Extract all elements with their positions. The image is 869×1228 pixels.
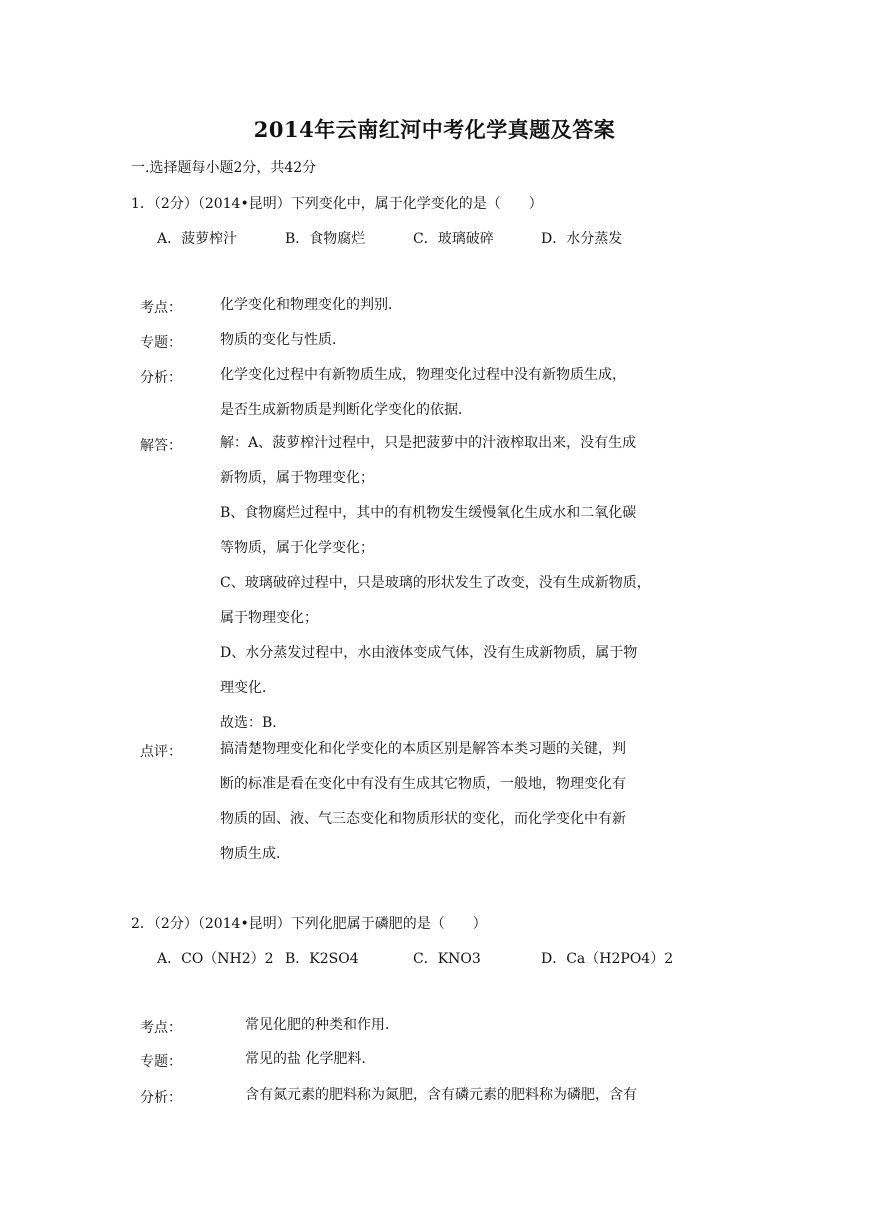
q2-fenxi-text [245, 1078, 695, 1113]
q1-zhuanti-line: 物质的变化与性质． [220, 332, 346, 348]
q1-fenxi-text [220, 358, 670, 428]
question-2-option-b: B．K2SO4 [285, 951, 359, 967]
q2-zhuanti-line: 常见的盐 化学肥料． [245, 1051, 376, 1067]
question-1-options [157, 228, 677, 248]
question-1-option-d: D．水分蒸发 [541, 231, 623, 247]
q1-jieda-line: 等物质，属于化学变化； [220, 540, 374, 556]
q1-dianping-line: 物质的固、液、气三态变化和物质形状的变化，而化学变化中有新 [220, 811, 626, 827]
q1-dianping-label: 点评： [140, 744, 182, 760]
section-heading: 一.选择题每小题2分，共42分 [131, 160, 317, 176]
q1-jieda-line: 故选：B． [220, 715, 287, 731]
q1-fenxi-line: 是否生成新物质是判断化学变化的依据． [220, 402, 472, 418]
q1-dianping-line: 断的标准是看在变化中有没有生成其它物质，一般地，物理变化有 [220, 776, 626, 792]
q1-kaodian-line: 化学变化和物理变化的判别． [220, 297, 402, 313]
question-1-option-c: C．玻璃破碎 [413, 231, 494, 247]
q1-jieda-line: 新物质，属于物理变化； [220, 470, 374, 486]
q2-kaodian-label: 考点： [140, 1020, 182, 1036]
q2-fenxi-label: 分析： [140, 1090, 182, 1106]
q1-jieda-line: D、水分蒸发过程中，水由液体变成气体，没有生成新物质，属于物 [220, 645, 638, 661]
q1-fenxi-line: 化学变化过程中有新物质生成，物理变化过程中没有新物质生成， [220, 367, 626, 383]
question-2-option-c: C．KNO3 [413, 951, 481, 967]
q1-jieda-line: 属于物理变化； [220, 610, 318, 626]
question-2-option-d: D．Ca（H2PO4）2 [541, 951, 674, 967]
question-1-option-a: A．菠萝榨汁 [157, 231, 238, 247]
q1-jieda-line: B、食物腐烂过程中，其中的有机物发生缓慢氧化生成水和二氧化碳 [220, 505, 637, 521]
question-1-stem: 1．（2分）（2014•昆明）下列变化中，属于化学变化的是（ ） [131, 196, 543, 212]
q2-kaodian-line: 常见化肥的种类和作用． [245, 1017, 399, 1033]
q1-jieda-line: 理变化． [220, 680, 276, 696]
q1-dianping-text [220, 732, 670, 872]
q1-jieda-label: 解答： [140, 438, 182, 454]
q2-kaodian-text [245, 1008, 695, 1043]
q2-fenxi-line: 含有氮元素的肥料称为氮肥，含有磷元素的肥料称为磷肥，含有 [245, 1087, 637, 1103]
q1-jieda-text [220, 426, 670, 741]
q1-fenxi-label: 分析： [140, 370, 182, 386]
q2-zhuanti-text [245, 1042, 695, 1077]
question-2-option-a: A．CO（NH2）2 [157, 951, 274, 967]
question-1-option-b: B．食物腐烂 [285, 231, 366, 247]
q1-jieda-line: C、玻璃破碎过程中，只是玻璃的形状发生了改变，没有生成新物质， [220, 575, 651, 591]
q1-jieda-line: 解：A、菠萝榨汁过程中，只是把菠萝中的汁液榨取出来，没有生成 [220, 435, 637, 451]
question-2-options [157, 948, 697, 968]
q1-zhuanti-text [220, 323, 670, 358]
q1-kaodian-text [220, 288, 670, 323]
q1-zhuanti-label: 专题： [140, 335, 182, 351]
q1-dianping-line: 搞清楚物理变化和化学变化的本质区别是解答本类习题的关键，判 [220, 741, 626, 757]
q2-zhuanti-label: 专题： [140, 1054, 182, 1070]
question-2-stem: 2．（2分）（2014•昆明）下列化肥属于磷肥的是（ ） [131, 916, 487, 932]
document-title: 2014年云南红河中考化学真题及答案 [253, 117, 616, 142]
q1-kaodian-label: 考点： [140, 300, 182, 316]
q1-dianping-line: 物质生成． [220, 846, 290, 862]
